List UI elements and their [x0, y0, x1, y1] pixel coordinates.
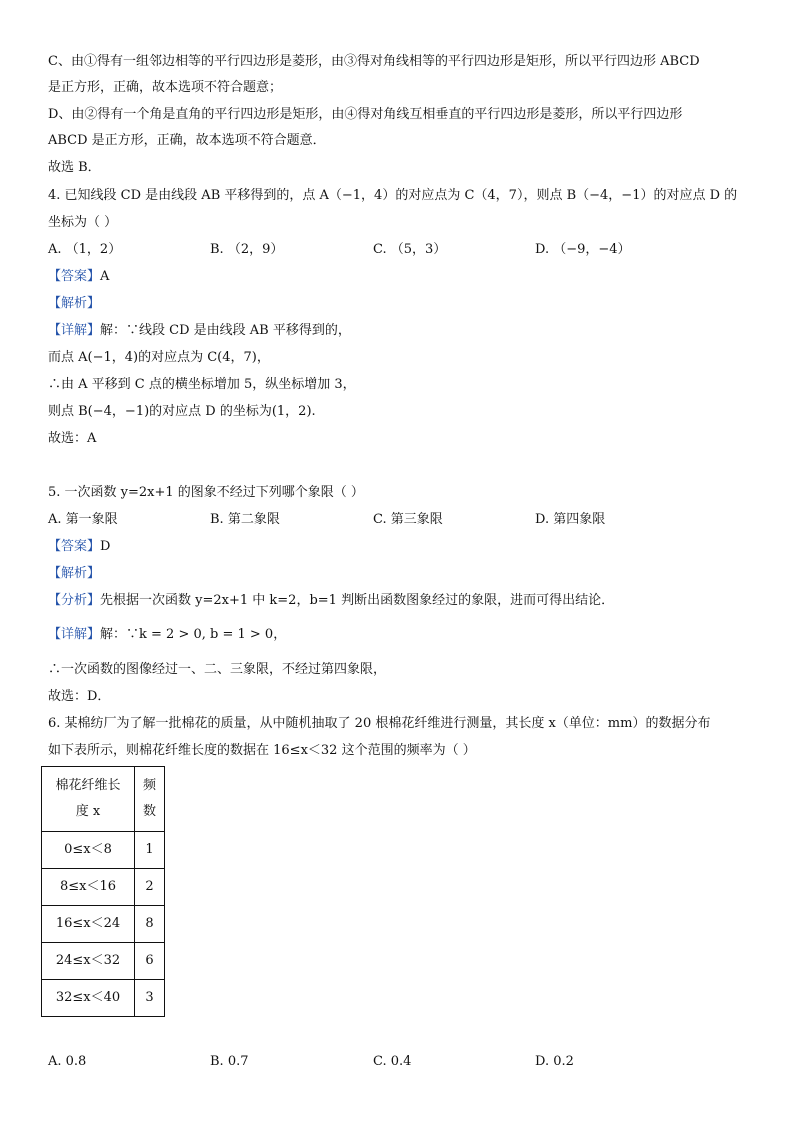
- header-length: [42, 767, 135, 832]
- header-length-line2: 度 x: [75, 804, 101, 819]
- detail-tag: 【详解】: [48, 627, 101, 642]
- frequency-table: [41, 766, 165, 1017]
- detail-text: 解：∵k = 2 > 0, b = 1 > 0，: [100, 627, 287, 642]
- q4-choice: 故选：A: [48, 431, 97, 446]
- answer-tag: 【答案】: [48, 269, 101, 284]
- analysis-text: 先根据一次函数 y=2x+1 中 k=2，b=1 判断出函数图象经过的象限，进而可得出结论．: [100, 593, 615, 608]
- prev-option-d-line1: D、由②得有一个角是直角的平行四边形是矩形，由④得对角线互相垂直的平行四边形是菱形，所以平行四边形: [48, 107, 683, 122]
- header-frequency: [135, 767, 165, 832]
- q4-stem-line2: 坐标为（ ）: [48, 215, 118, 230]
- q4-option-b: B. （2，9）: [210, 242, 284, 257]
- detail-tag: 【详解】: [48, 323, 101, 338]
- prev-choice: 故选 B．: [48, 160, 101, 175]
- q4-option-d: D. （−9，−4）: [535, 242, 631, 257]
- header-frequency-line1: 频: [142, 778, 156, 793]
- count-cell: 3: [135, 980, 165, 1017]
- q5-stem: 5. 一次函数 y=2x+1 的图象不经过下列哪个象限（ ）: [48, 485, 364, 500]
- range-cell: 24≤x＜32: [42, 943, 135, 980]
- q5-option-d: D. 第四象限: [535, 512, 606, 527]
- range-cell: 16≤x＜24: [42, 906, 135, 943]
- count-cell: 2: [135, 869, 165, 906]
- table-row: [42, 943, 165, 980]
- header-length-line1: 棉花纤维长: [55, 778, 121, 793]
- q4-detail-line3: ∴由 A 平移到 C 点的横坐标增加 5，纵坐标增加 3，: [48, 377, 356, 392]
- q4-answer: [48, 267, 109, 287]
- count-cell: 6: [135, 943, 165, 980]
- q6-option-d: D. 0.2: [535, 1054, 574, 1069]
- q5-analysis-tag: 【解析】: [48, 566, 101, 581]
- detail-text: 解：∵线段 CD 是由线段 AB 平移得到的，: [100, 323, 351, 338]
- answer-tag: 【答案】: [48, 539, 101, 554]
- header-frequency-line2: 数: [142, 804, 156, 819]
- prev-option-c-line1: C、由①得有一组邻边相等的平行四边形是菱形，由③得对角线相等的平行四边形是矩形，所以平行四边形 ABCD: [48, 54, 700, 69]
- q4-option-a: A. （1，2）: [48, 242, 122, 257]
- q5-option-b: B. 第二象限: [210, 512, 280, 527]
- table-row: [42, 869, 165, 906]
- answer-value: A: [100, 269, 110, 284]
- analysis-head: 【分析】: [48, 593, 101, 608]
- range-cell: 32≤x＜40: [42, 980, 135, 1017]
- q5-option-c: C. 第三象限: [373, 512, 443, 527]
- q4-detail-line4: 则点 B(−4，−1)的对应点 D 的坐标为(1，2).: [48, 404, 316, 419]
- q6-stem-line1: 6. 某棉纺厂为了解一批棉花的质量，从中随机抽取了 20 根棉花纤维进行测量，其长度 x（单位：mm）的数据分布: [48, 716, 711, 731]
- range-cell: 0≤x＜8: [42, 832, 135, 869]
- q5-choice: 故选：D．: [48, 689, 111, 704]
- q6-option-b: B. 0.7: [210, 1054, 249, 1069]
- q5-answer: [48, 537, 110, 557]
- q4-stem-line1: 4. 已知线段 CD 是由线段 AB 平移得到的，点 A（−1，4）的对应点为 C（4，7），则点 B（−4，−1）的对应点 D 的: [48, 188, 738, 203]
- q6-option-a: A. 0.8: [48, 1054, 87, 1069]
- q4-option-c: C. （5，3）: [373, 242, 447, 257]
- prev-option-c-line2: 是正方形，正确，故本选项不符合题意；: [48, 80, 283, 95]
- table-row: [42, 832, 165, 869]
- prev-option-d-line2: ABCD 是正方形，正确，故本选项不符合题意．: [48, 133, 326, 148]
- range-cell: 8≤x＜16: [42, 869, 135, 906]
- answer-value: D: [100, 539, 111, 554]
- q5-detail-line1: [48, 625, 286, 645]
- q5-detail-line2: ∴一次函数的图像经过一、二、三象限，不经过第四象限，: [48, 662, 387, 677]
- q4-analysis-tag: 【解析】: [48, 296, 101, 311]
- count-cell: 1: [135, 832, 165, 869]
- table-row: [42, 980, 165, 1017]
- q5-analysis: [48, 591, 614, 611]
- q6-stem-line2: 如下表所示，则棉花纤维长度的数据在 16≤x＜32 这个范围的频率为（ ）: [48, 743, 476, 758]
- table-header-row: [42, 767, 165, 832]
- q4-detail-line2: 而点 A(−1，4)的对应点为 C(4，7)，: [48, 350, 270, 365]
- q6-option-c: C. 0.4: [373, 1054, 412, 1069]
- count-cell: 8: [135, 906, 165, 943]
- q4-detail-line1: [48, 321, 351, 341]
- q5-option-a: A. 第一象限: [48, 512, 118, 527]
- table-row: [42, 906, 165, 943]
